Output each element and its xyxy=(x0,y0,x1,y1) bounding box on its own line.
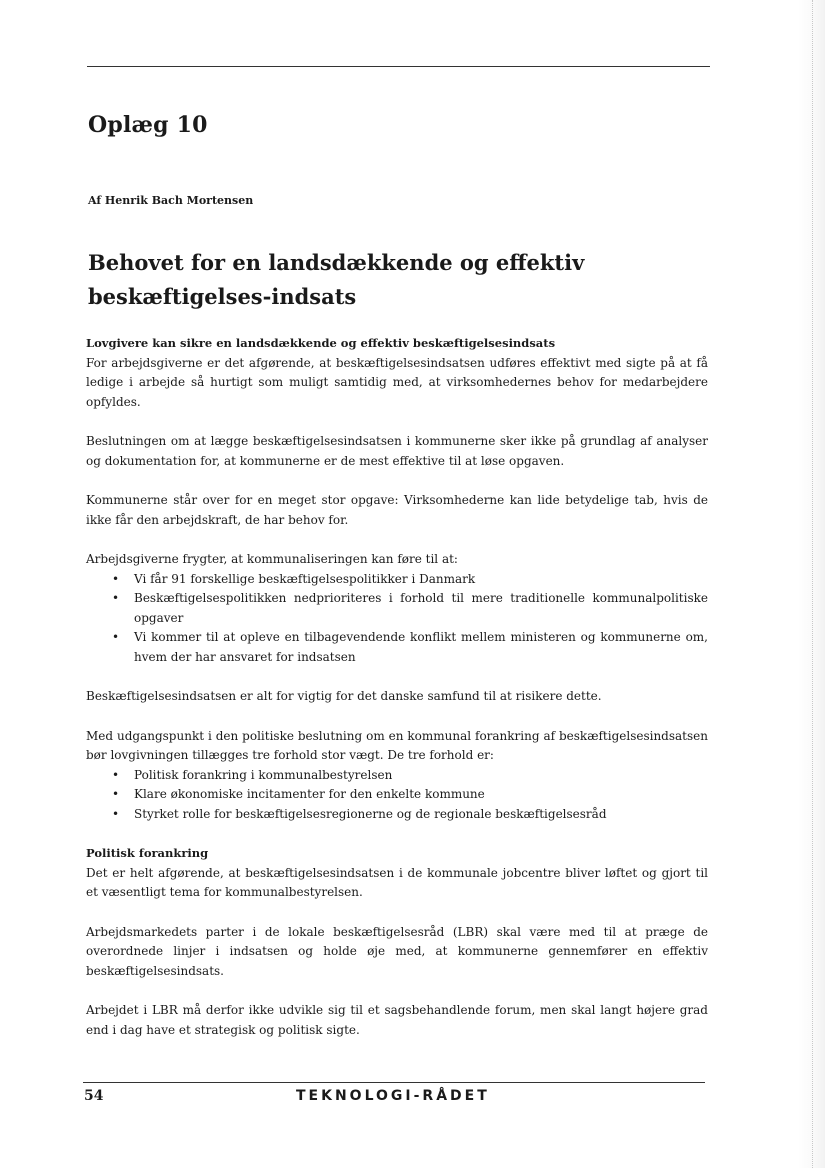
paragraph: Beslutningen om at lægge beskæftigelsesindsatsen i kommunerne sker ikke på grundlag af analyser og dokumentation for, at kommunerne er de mest effektive til at løse opgaven. xyxy=(86,434,708,468)
publisher-name: TEKNOLOGI-RÅDET xyxy=(296,1088,490,1104)
list-item-text: Politisk forankring i kommunalbestyrelsen xyxy=(134,767,393,782)
top-rule xyxy=(87,66,710,67)
list-item xyxy=(86,785,708,805)
bullet-list-concerns xyxy=(86,570,708,668)
article-body xyxy=(86,334,708,1040)
bullet-icon: • xyxy=(112,630,120,644)
page-heading: Oplæg 10 xyxy=(88,112,208,138)
paragraph: Kommunerne står over for en meget stor opgave: Virksomhederne kan lide betydelige tab, hvis de ikke får den arbejdskraft, de har behov for. xyxy=(86,493,708,527)
list-item-text: Vi får 91 forskellige beskæftigelsespolitikker i Danmark xyxy=(134,571,476,586)
list-item xyxy=(86,570,708,590)
bullet-icon: • xyxy=(112,787,120,801)
article-title: Behovet for en landsdækkende og effektiv beskæftigelses-indsats xyxy=(88,250,585,309)
bullet-icon: • xyxy=(112,591,120,605)
list-item-text: Styrket rolle for beskæftigelsesregionerne og de regionale beskæftigelsesråd xyxy=(134,806,607,821)
list-item xyxy=(86,805,708,825)
paragraph: Det er helt afgørende, at beskæftigelsesindsatsen i de kommunale jobcentre bliver løftet og gjort til et væsentligt tema for kommunalbestyrelsen. xyxy=(86,865,708,899)
list-intro: Med udgangspunkt i den politiske beslutning om en kommunal forankring af beskæftigelsesindsatsen bør lovgivningen tillægges tre forhold stor vægt. De tre forhold er: xyxy=(86,728,708,762)
paragraph: Arbejdet i LBR må derfor ikke udvikle sig til et sagsbehandlende forum, men skal langt højere grad end i dag have et strategisk og politisk sigte. xyxy=(86,1003,708,1037)
section-heading-politisk-forankring: Politisk forankring xyxy=(86,846,209,860)
paragraph: Beskæftigelsesindsatsen er alt for vigtig for det danske samfund til at risikere dette. xyxy=(86,689,602,703)
bottom-rule xyxy=(83,1082,705,1083)
scan-edge-line xyxy=(812,0,813,1168)
section-heading-lovgivere: Lovgivere kan sikre en landsdækkende og effektiv beskæftigelsesindsats xyxy=(86,336,556,350)
bullet-icon: • xyxy=(112,806,120,821)
list-item-text: Klare økonomiske incitamenter for den enkelte kommune xyxy=(134,787,485,801)
bullet-list-conditions xyxy=(86,766,708,825)
list-item xyxy=(86,589,708,628)
paragraph: For arbejdsgiverne er det afgørende, at beskæftigelsesindsatsen udføres effektivt med sigte på at få ledige i arbejde så hurtigt som muligt samtidig med, at virksomhedernes behov for medarbejdere opfyldes. xyxy=(86,355,708,409)
scan-edge xyxy=(797,0,825,1168)
list-item-text: Beskæftigelsespolitikken nedprioriteres i forhold til mere traditionelle kommunalpolitiske opgaver xyxy=(134,591,708,625)
bullet-icon: • xyxy=(112,767,120,782)
list-intro: Arbejdsgiverne frygter, at kommunaliseringen kan føre til at: xyxy=(86,552,458,566)
page-number: 54 xyxy=(84,1088,104,1104)
bullet-icon: • xyxy=(112,571,120,586)
author-line: Af Henrik Bach Mortensen xyxy=(88,194,254,207)
list-item-text: Vi kommer til at opleve en tilbagevendende konflikt mellem ministeren og kommunerne om, hvem der har ansvaret for indsatsen xyxy=(134,630,708,664)
list-item xyxy=(86,766,708,786)
paragraph: Arbejdsmarkedets parter i de lokale beskæftigelsesråd (LBR) skal være med til at præge de overordnede linjer i indsatsen og holde øje med, at kommunerne gennemfører en effektiv beskæftigelsesindsats. xyxy=(86,924,708,978)
list-item xyxy=(86,628,708,667)
